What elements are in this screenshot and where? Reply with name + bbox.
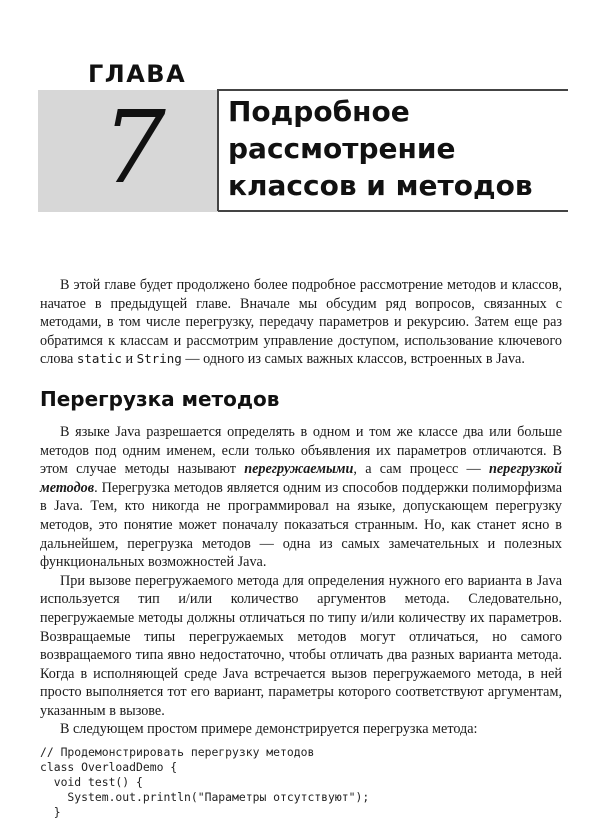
section-p1-text-a: В языке Java разрешается определять в одном и том же классе два или больше методов под одним именем, если только объявления их параметров отличаются. В этом случае методы называют [40, 423, 562, 478]
code-line: class OverloadDemo { [40, 760, 178, 775]
intro-text-c: — одного из самых важных классов, встроенных в Java. [181, 351, 525, 368]
section-paragraph-3: В следующем простом примере демонстрируется перегрузка метода: [60, 721, 478, 738]
title-rule-bottom [218, 210, 568, 212]
chapter-title-line-3: классов и методов [228, 169, 533, 202]
chapter-title-line-1: Подробное [228, 95, 410, 128]
chapter-number: 7 [102, 89, 166, 206]
intro-paragraph [40, 276, 562, 369]
code-line: System.out.println("Параметры отсутствуют"); [40, 790, 370, 805]
intro-text-a: В этой главе будет продолжено более подробное рассмотрение методов и классов, начатое в предыдущей главе. Вначале мы обсудим ряд вопросов, связанных с методами, в том числе перегрузку, передачу параметров и рекурсию. Затем еще раз обратимся к классам и рассмотрим управление доступом, использование ключевого слова [40, 277, 562, 368]
intro-text-b: и [121, 351, 137, 368]
section-paragraph-2: При вызове перегружаемого метода для определения нужного его варианта в Java используется тип и/или количество аргументов метода. Следовательно, перегружаемые методы должны отличаться по типу и/или количеству их параметров. Возвращаемые типы перегружаемых методов могут отличаться, но самого возвращаемого типа явно недостаточно, чтобы отличать два разных варианта метода. Когда в исполняющей среде Java встречается вызов перегружаемого метода, в ней просто выполняется тот его вариант, параметры которого соответствуют аргументам, указанным в вызове. [40, 572, 562, 719]
code-string: String [136, 351, 182, 367]
chapter-title-line-2: рассмотрение [228, 132, 456, 165]
page-content [40, 276, 562, 820]
chapter-title [228, 93, 568, 204]
term-overloaded: перегружаемыми [244, 461, 354, 478]
code-listing [40, 745, 562, 820]
title-rule-top [218, 89, 568, 91]
section-p1-text-b: , а сам процесс — [353, 461, 489, 478]
term-method-overloading: перегрузкой методов [40, 461, 562, 496]
section-heading: Перегрузка методов [40, 386, 280, 411]
code-line: } [40, 805, 61, 820]
section-paragraph-1 [40, 423, 562, 572]
code-static: static [76, 351, 122, 367]
chapter-label: ГЛАВА [88, 60, 187, 88]
section-p1-text-c: . Перегрузка методов является одним из способов поддержки полиморфизма в Java. Тем, кто никогда не программировал на языке, допускающем перегрузку методов, это понятие может поначалу показаться странным. Но, как станет ясно в дальнейшем, перегрузка методов — одна из самых замечательных и полезных функциональных возможностей Java. [40, 479, 562, 571]
title-rule-vertical [217, 89, 219, 211]
code-line: // Продемонстрировать перегрузку методов [40, 745, 315, 760]
code-line: void test() { [40, 775, 143, 790]
